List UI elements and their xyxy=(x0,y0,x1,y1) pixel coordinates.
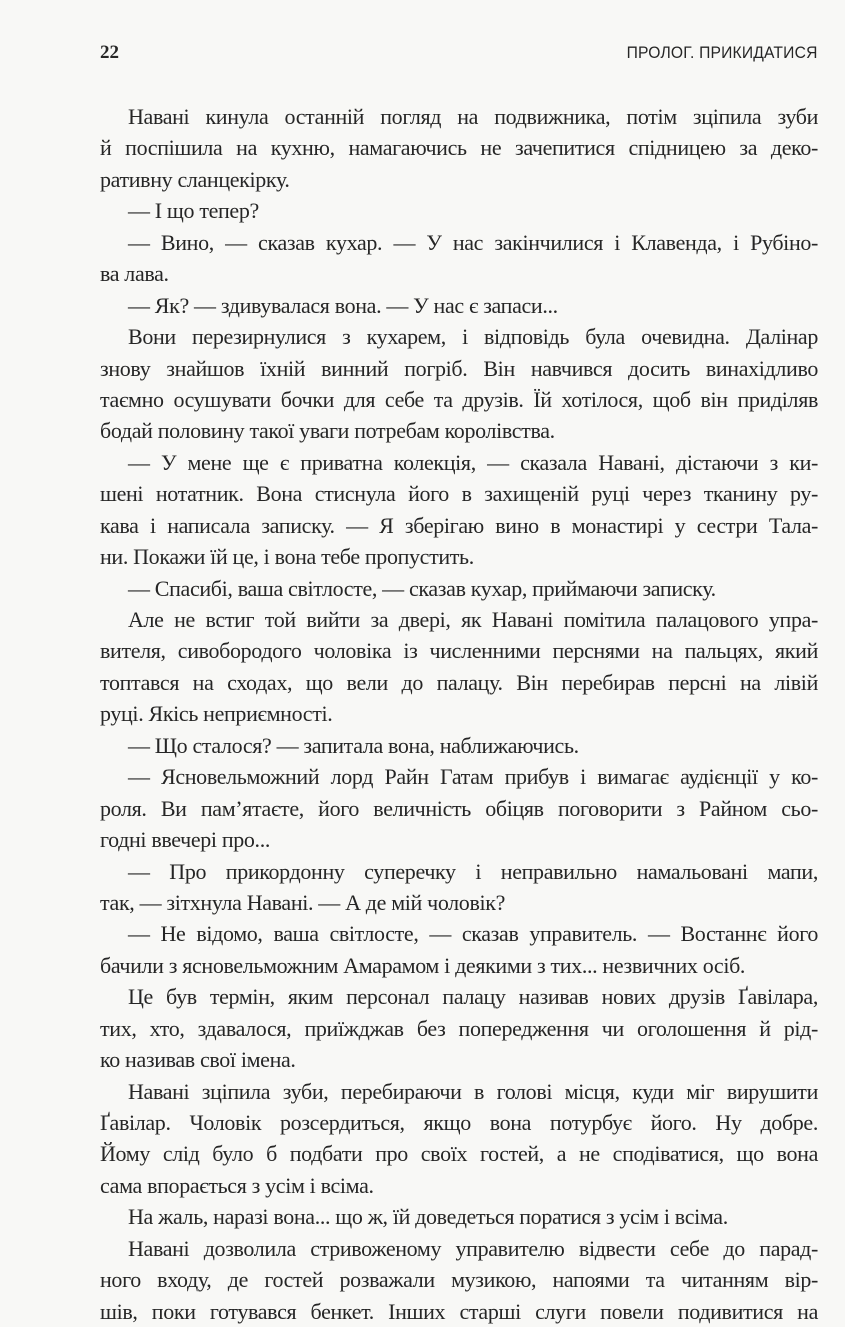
text-line: Ґавілар. Чоловік розсердиться, якщо вона потурбує його. Ну добре. xyxy=(100,1110,818,1135)
text-line: вителя, сивобородого чоловіка із численними перснями на пальцях, який xyxy=(100,638,818,664)
text-line: Навані дозволила стривоженому управителю відвести себе до парад- xyxy=(128,1235,818,1261)
paragraph xyxy=(100,981,818,1075)
text-line: — Ясновельможний лорд Райн Гатам прибув і вимагає аудієнції у ко- xyxy=(128,764,818,790)
text-line: — І що тепер? xyxy=(128,198,259,224)
text-line: бачили з ясновельможним Амарамом і деякими з тих... незвичних осіб. xyxy=(100,952,746,978)
text-line: так, — зітхнула Навані. — А де мій чоловік? xyxy=(100,889,506,915)
text-line: Але не встиг той вийти за двері, як Навані помітила палацового упра- xyxy=(128,607,818,632)
paragraph xyxy=(100,227,818,290)
text-line: шені нотатник. Вона стиснула його в захищеній руці через тканину ру- xyxy=(100,481,818,507)
paragraph xyxy=(100,761,818,855)
text-line: руці. Якісь неприємності. xyxy=(100,701,333,727)
text-line: — Не відомо, ваша світлосте, — сказав управитель. — Востаннє його xyxy=(128,921,818,947)
text-line: — Спасибі, ваша світлосте, — сказав кухар, приймаючи записку. xyxy=(128,575,716,601)
text-line: Навані кинула останній погляд на подвижника, потім зціпила зуби xyxy=(128,104,818,129)
paragraph xyxy=(100,730,818,761)
text-line: Навані зціпила зуби, перебираючи в голові місця, куди міг вирушити xyxy=(128,1078,818,1104)
paragraph xyxy=(100,101,818,195)
text-line: знову знайшов їхній винний погріб. Він навчився досить винахідливо xyxy=(100,355,818,381)
text-line: тих, хто, здавалося, приїжджав без попередження чи оголошення й рід- xyxy=(100,1015,818,1041)
text-line: Йому слід було б подбати про своїх гостей, а не сподіватися, що вона xyxy=(100,1141,818,1167)
text-line: На жаль, наразі вона... що ж, їй доведеться поратися з усім і всіма. xyxy=(128,1204,728,1230)
paragraph xyxy=(100,918,818,981)
body-text xyxy=(100,101,818,1327)
paragraph xyxy=(100,447,818,573)
paragraph xyxy=(100,195,818,226)
text-line: й поспішила на кухню, намагаючись не зачепитися спідницею за деко- xyxy=(100,135,818,161)
text-line: ко називав свої імена. xyxy=(100,1047,296,1073)
paragraph xyxy=(100,604,818,730)
text-line: шів, поки готувався бенкет. Інших старші слуги повели подивитися на xyxy=(100,1298,818,1324)
text-line: ва лава. xyxy=(100,261,169,287)
paragraph xyxy=(100,856,818,919)
text-line: ного входу, де гостей розважали музикою, напоями та читанням вір- xyxy=(100,1267,818,1293)
page-number: 22 xyxy=(100,42,119,63)
text-line: — Що сталося? — запитала вона, наближаючись. xyxy=(128,732,579,758)
text-line: годні ввечері про... xyxy=(100,827,270,853)
text-line: топтався на сходах, що вели до палацу. Він перебирав персні на лівій xyxy=(100,669,818,695)
text-line: ни. Покажи їй це, і вона тебе пропустить. xyxy=(100,544,474,570)
text-line: таємно осушувати бочки для себе та друзів. Їй хотілося, щоб він приділяв xyxy=(100,386,818,412)
paragraph xyxy=(100,1201,818,1232)
text-line: — У мене ще є приватна колекція, — сказала Навані, дістаючи з ки- xyxy=(128,449,818,475)
text-line: — Про прикордонну суперечку і неправильно намальовані мапи, xyxy=(128,858,818,884)
paragraph xyxy=(100,573,818,604)
text-line: Вони перезирнулися з кухарем, і відповідь була очевидна. Далінар xyxy=(128,324,818,350)
text-line: ративну сланцекірку. xyxy=(100,166,290,192)
text-line: роля. Ви пам’ятаєте, його величність обіцяв поговорити з Райном сьо- xyxy=(100,795,818,821)
paragraph xyxy=(100,290,818,321)
running-title: ПРОЛОГ. ПРИКИДАТИСЯ xyxy=(627,43,818,62)
text-line: Це був термін, яким персонал палацу називав нових друзів Ґавілара, xyxy=(128,984,818,1010)
text-line: бодай половину такої уваги потребам королівства. xyxy=(100,418,555,444)
text-line: кава і написала записку. — Я зберігаю вино в монастирі у сестри Тала- xyxy=(100,512,818,538)
paragraph xyxy=(100,1076,818,1202)
text-line: — Вино, — сказав кухар. — У нас закінчилися і Клавенда, і Рубіно- xyxy=(128,229,818,255)
text-line: — Як? — здивувалася вона. — У нас є запаси... xyxy=(128,292,558,318)
text-line: сама впорається з усім і всіма. xyxy=(100,1172,374,1198)
paragraph xyxy=(100,321,818,447)
